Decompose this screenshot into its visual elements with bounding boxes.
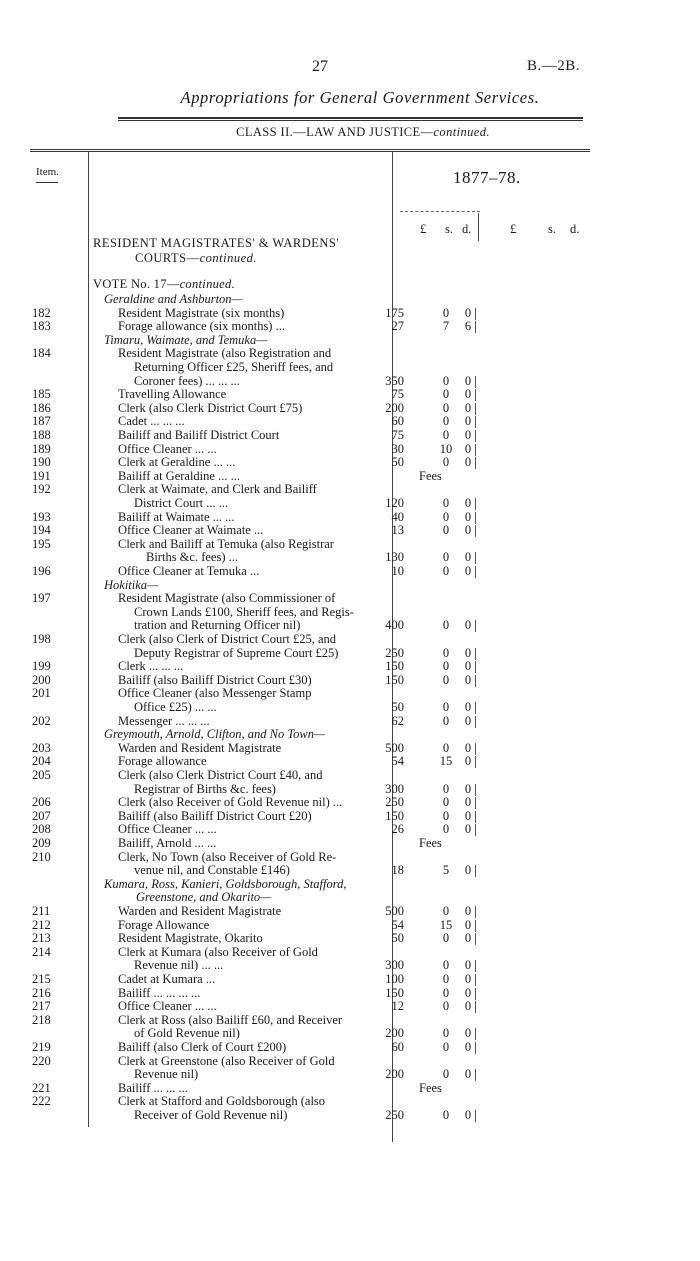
- pounds-value: 100: [385, 972, 404, 986]
- class-heading-text: CLASS II.—LAW AND JUSTICE—: [236, 125, 434, 139]
- location-subheading: Greymouth, Arnold, Clifton, and No Town—: [104, 727, 326, 742]
- item-description: Resident Magistrate (also Commissioner of: [118, 591, 336, 606]
- item-number: 207: [32, 808, 51, 823]
- pounds-header: £: [420, 222, 427, 236]
- pounds-value: 150: [385, 672, 404, 687]
- item-description: Coroner fees) ... ... ...: [134, 373, 240, 388]
- column-tick: [475, 308, 476, 320]
- pence-header: d.: [462, 222, 472, 236]
- pounds-value: 250: [385, 1108, 404, 1122]
- pounds-value: 54: [391, 917, 404, 932]
- shillings-value: 0: [442, 958, 450, 973]
- pence-value: 0: [464, 1108, 472, 1122]
- pence-value: 0: [464, 672, 472, 687]
- column-tick: [475, 1110, 476, 1122]
- item-description: Clerk (also Clerk of District Court £25, and: [118, 632, 337, 646]
- item-description: Travelling Allowance: [118, 387, 227, 402]
- location-subheading: Hokitika—: [104, 577, 159, 592]
- pence-value: 0: [464, 972, 472, 986]
- item-number: 220: [32, 1053, 51, 1068]
- item-number: 194: [32, 523, 51, 538]
- shillings-value: 10: [439, 441, 453, 456]
- pence-value: 0: [464, 1040, 472, 1054]
- pence-value: 0: [464, 441, 472, 456]
- amount-column-divider: [478, 213, 479, 241]
- item-number: 210: [32, 849, 51, 864]
- pounds-value: 500: [385, 740, 404, 755]
- pounds-value: 27: [391, 319, 404, 334]
- pence-value: 0: [464, 931, 472, 946]
- item-header-underline: [36, 182, 58, 183]
- pence-value: 0: [464, 754, 472, 769]
- column-tick: [475, 525, 476, 537]
- shillings-value: 15: [439, 754, 453, 769]
- column-tick: [475, 675, 476, 687]
- item-description: Clerk at Ross (also Bailiff £60, and Receiver: [118, 1012, 343, 1027]
- shillings-value: 0: [442, 428, 450, 442]
- item-number: 199: [32, 659, 51, 674]
- item-column-header: Item.: [36, 166, 59, 178]
- pence-value: 0: [464, 414, 472, 429]
- item-number: 205: [32, 768, 51, 782]
- pounds-value: 26: [391, 822, 404, 837]
- item-description: Office Cleaner at Waimate ...: [118, 523, 264, 538]
- column-tick: [475, 824, 476, 836]
- item-description: Clerk at Greenstone (also Receiver of Gold: [118, 1053, 335, 1068]
- pounds-value: 50: [391, 455, 404, 470]
- item-description: Bailiff (also Bailiff District Court £30): [118, 672, 312, 687]
- item-number: 184: [32, 346, 51, 361]
- section-heading-courts: COURTS—: [135, 251, 200, 265]
- pounds-value: 13: [391, 523, 404, 538]
- pounds-value: 62: [391, 713, 404, 728]
- item-description: Revenue nil): [134, 1067, 199, 1082]
- pence-value: 0: [464, 509, 472, 524]
- pounds-value: 300: [385, 781, 404, 796]
- item-number: 198: [32, 632, 51, 646]
- item-number: 202: [32, 713, 51, 728]
- item-description: Office Cleaner ... ...: [118, 822, 217, 837]
- pence-value: 0: [464, 455, 472, 470]
- pounds-value: 250: [385, 645, 404, 660]
- section-heading-line1: RESIDENT MAGISTRATES' & WARDENS': [93, 236, 340, 250]
- item-description: of Gold Revenue nil): [134, 1026, 240, 1041]
- item-number: 185: [32, 387, 51, 402]
- item-description: Clerk and Bailiff at Temuka (also Registrar: [118, 536, 334, 551]
- shillings-header: s.: [445, 222, 453, 236]
- item-number: 195: [32, 536, 51, 551]
- item-number: 213: [32, 931, 51, 946]
- item-description: Crown Lands £100, Sheriff fees, and Regis-: [134, 604, 354, 619]
- pounds-value: 10: [391, 564, 404, 578]
- shillings-value: 0: [442, 999, 450, 1014]
- item-description: Revenue nil) ... ...: [134, 958, 224, 973]
- item-description: Forage allowance: [118, 754, 207, 769]
- section-heading-suffix: continued.: [199, 251, 257, 265]
- pounds-value: 120: [385, 496, 404, 510]
- item-description: Bailiff at Waimate ... ...: [118, 509, 235, 524]
- shillings-value: 0: [442, 740, 450, 755]
- item-number: 215: [32, 972, 51, 986]
- column-tick: [475, 811, 476, 823]
- item-description: Registrar of Births &c. fees): [134, 781, 276, 796]
- pence-value: 0: [464, 985, 472, 1000]
- item-description: Messenger ... ... ...: [118, 713, 210, 728]
- pence-value: 0: [464, 999, 472, 1014]
- pence-value: 0: [464, 1067, 472, 1082]
- pounds-value: 60: [391, 1040, 404, 1054]
- item-description: Bailiff ... ... ... ...: [118, 985, 201, 1000]
- item-description: Office Cleaner (also Messenger Stamp: [118, 686, 312, 701]
- pence-value: 0: [464, 740, 472, 755]
- pounds-value: 75: [391, 428, 404, 442]
- item-number: 196: [32, 564, 51, 578]
- pence-value: 0: [464, 305, 472, 320]
- location-subheading: Geraldine and Ashburton—: [104, 292, 243, 306]
- pence-value: 0: [464, 618, 472, 633]
- shillings-value: 0: [442, 400, 450, 415]
- pence-value: 0: [464, 373, 472, 388]
- item-description: Bailiff, Arnold ... ...: [118, 836, 217, 850]
- column-tick: [475, 444, 476, 456]
- shillings-value: 15: [439, 917, 453, 932]
- shillings-value: 0: [442, 414, 450, 429]
- document-reference: B.—2B.: [527, 58, 581, 74]
- item-number: 191: [32, 468, 51, 483]
- column-tick: [475, 906, 476, 918]
- shillings-value: 0: [442, 645, 450, 660]
- column-tick: [475, 389, 476, 401]
- pence-value: 0: [464, 645, 472, 660]
- item-description: Resident Magistrate, Okarito: [118, 931, 263, 946]
- item-description: Clerk at Waimate, and Clerk and Bailiff: [118, 482, 317, 497]
- pounds-header-2: £: [510, 222, 517, 236]
- shillings-value: 0: [442, 985, 450, 1000]
- item-number: 214: [32, 944, 51, 959]
- item-description: Receiver of Gold Revenue nil): [134, 1108, 288, 1122]
- fees-value: Fees: [419, 1080, 442, 1095]
- shillings-value: 0: [442, 672, 450, 687]
- pounds-value: 175: [385, 305, 404, 320]
- item-description: Returning Officer £25, Sheriff fees, and: [134, 360, 334, 374]
- pence-value: 0: [464, 700, 472, 714]
- column-tick: [475, 1028, 476, 1040]
- column-tick: [475, 321, 476, 333]
- item-number: 203: [32, 740, 51, 755]
- item-description: Resident Magistrate (also Registration and: [118, 346, 332, 361]
- pounds-value: 400: [385, 618, 404, 633]
- pence-value: 0: [464, 822, 472, 837]
- column-tick: [475, 403, 476, 415]
- item-number: 197: [32, 591, 51, 606]
- shillings-value: 7: [442, 319, 450, 334]
- shillings-value: 0: [442, 822, 450, 837]
- column-tick: [475, 933, 476, 945]
- vote-label: [93, 277, 235, 292]
- table-top-rule-thin: [30, 151, 590, 152]
- column-tick: [475, 784, 476, 796]
- item-description: Warden and Resident Magistrate: [118, 740, 282, 755]
- item-description: Cadet at Kumara ...: [118, 972, 216, 986]
- column-tick: [475, 960, 476, 972]
- shillings-value: 0: [442, 659, 450, 674]
- column-tick: [475, 1069, 476, 1081]
- pence-value: 0: [464, 564, 472, 578]
- pounds-value: 40: [391, 509, 404, 524]
- column-tick: [475, 512, 476, 524]
- column-tick: [475, 974, 476, 986]
- pounds-value: 150: [385, 985, 404, 1000]
- title-rule-thin: [118, 120, 583, 121]
- item-description: Cadet ... ... ...: [118, 414, 185, 429]
- item-number: 201: [32, 686, 51, 701]
- column-tick: [475, 620, 476, 632]
- shillings-value: 0: [442, 373, 450, 388]
- pounds-value: 50: [391, 700, 404, 714]
- shillings-value: 0: [442, 931, 450, 946]
- item-number: 182: [32, 305, 51, 320]
- fees-value: Fees: [419, 836, 442, 850]
- pounds-value: 200: [385, 1067, 404, 1082]
- pounds-value: 250: [385, 795, 404, 810]
- pounds-value: 130: [385, 550, 404, 565]
- pounds-value: 200: [385, 1026, 404, 1041]
- item-description: Office Cleaner ... ...: [118, 999, 217, 1014]
- item-number: 221: [32, 1080, 51, 1095]
- item-description: Clerk at Geraldine ... ...: [118, 455, 236, 470]
- item-description: venue nil, and Constable £146): [134, 863, 290, 878]
- pence-value: 0: [464, 713, 472, 728]
- shillings-value: 0: [442, 618, 450, 633]
- column-tick: [475, 457, 476, 469]
- item-description: Births &c. fees) ...: [146, 550, 238, 565]
- column-tick: [475, 797, 476, 809]
- pence-value: 0: [464, 400, 472, 415]
- section-heading: [93, 236, 339, 266]
- shillings-value: 0: [442, 1040, 450, 1054]
- fees-value: Fees: [419, 468, 442, 483]
- location-subheading: Timaru, Waimate, and Temuka—: [104, 332, 268, 347]
- item-description: Resident Magistrate (six months): [118, 305, 285, 320]
- item-number: 187: [32, 414, 51, 429]
- class-heading: [0, 125, 700, 140]
- pence-header-2: d.: [570, 222, 580, 236]
- pence-value: 0: [464, 496, 472, 510]
- item-number: 189: [32, 441, 51, 456]
- column-tick: [475, 416, 476, 428]
- pence-value: 0: [464, 958, 472, 973]
- shillings-value: 0: [442, 1067, 450, 1082]
- pounds-value: 150: [385, 808, 404, 823]
- item-description: Warden and Resident Magistrate: [118, 904, 282, 918]
- column-tick: [475, 430, 476, 442]
- item-description: Office Cleaner at Temuka ...: [118, 564, 260, 578]
- item-number: 206: [32, 795, 51, 810]
- item-description: District Court ... ...: [134, 496, 229, 510]
- column-tick: [475, 648, 476, 660]
- item-number: 188: [32, 428, 51, 442]
- item-number: 216: [32, 985, 51, 1000]
- pence-value: 0: [464, 428, 472, 442]
- pounds-value: 150: [385, 659, 404, 674]
- item-description: Forage allowance (six months) ...: [118, 319, 285, 334]
- vote-suffix: continued.: [179, 277, 235, 291]
- pence-value: 0: [464, 904, 472, 918]
- pounds-value: 50: [391, 931, 404, 946]
- item-description: Bailiff at Geraldine ... ...: [118, 468, 240, 483]
- shillings-value: 0: [442, 509, 450, 524]
- pence-value: 0: [464, 781, 472, 796]
- pounds-value: 60: [391, 414, 404, 429]
- year-header: 1877–78.: [453, 168, 521, 187]
- item-description: Bailiff ... ... ...: [118, 1080, 188, 1095]
- location-subheading: Greenstone, and Okarito—: [136, 890, 272, 905]
- pence-value: 0: [464, 808, 472, 823]
- shillings-value: 0: [442, 387, 450, 402]
- item-number: 183: [32, 319, 51, 334]
- pence-value: 0: [464, 917, 472, 932]
- item-number: 200: [32, 672, 51, 687]
- pence-value: 6: [464, 319, 472, 334]
- year-dash-rule: [400, 211, 480, 212]
- column-tick: [475, 566, 476, 578]
- shillings-value: 0: [442, 305, 450, 320]
- item-number: 209: [32, 836, 51, 850]
- shillings-value: 0: [442, 496, 450, 510]
- item-description: Clerk (also Receiver of Gold Revenue nil) ...: [118, 795, 343, 810]
- item-number: 193: [32, 509, 51, 524]
- item-description: Clerk at Stafford and Goldsborough (also: [118, 1094, 326, 1109]
- item-number: 217: [32, 999, 51, 1014]
- shillings-value: 0: [442, 1026, 450, 1041]
- pence-value: 0: [464, 523, 472, 538]
- shillings-value: 0: [442, 904, 450, 918]
- shillings-value: 0: [442, 808, 450, 823]
- column-tick: [475, 716, 476, 728]
- item-description: Clerk, No Town (also Receiver of Gold Re-: [118, 849, 337, 864]
- item-number: 192: [32, 482, 51, 497]
- shillings-value: 5: [442, 863, 450, 878]
- pence-value: 0: [464, 550, 472, 565]
- item-description: Clerk at Kumara (also Receiver of Gold: [118, 944, 318, 959]
- pounds-value: 300: [385, 958, 404, 973]
- pence-value: 0: [464, 795, 472, 810]
- title-rule: [118, 117, 583, 119]
- column-tick: [475, 865, 476, 877]
- item-column-divider: [88, 152, 89, 1127]
- item-description: Forage Allowance: [118, 917, 210, 932]
- shillings-value: 0: [442, 1108, 450, 1122]
- item-description: Clerk (also Clerk District Court £75): [118, 400, 303, 415]
- item-description: Bailiff (also Clerk of Court £200): [118, 1040, 287, 1054]
- column-tick: [475, 702, 476, 714]
- location-subheading: Kumara, Ross, Kanieri, Goldsborough, Stafford,: [104, 876, 347, 891]
- column-tick: [475, 498, 476, 510]
- shillings-value: 0: [442, 550, 450, 565]
- shillings-value: 0: [442, 781, 450, 796]
- shillings-value: 0: [442, 523, 450, 538]
- table-top-rule: [30, 149, 590, 150]
- pounds-value: 54: [391, 754, 404, 769]
- page-number: 27: [312, 58, 328, 75]
- pence-value: 0: [464, 387, 472, 402]
- shillings-value: 0: [442, 455, 450, 470]
- pence-value: 0: [464, 1026, 472, 1041]
- item-description: Bailiff and Bailiff District Court: [118, 428, 280, 442]
- item-number: 190: [32, 455, 51, 470]
- item-description: Clerk (also Clerk District Court £40, and: [118, 768, 323, 782]
- item-number: 222: [32, 1094, 51, 1109]
- pounds-value: 18: [391, 863, 404, 878]
- pence-value: 0: [464, 863, 472, 878]
- shillings-header-2: s.: [548, 222, 556, 236]
- item-number: 204: [32, 754, 51, 769]
- item-description: Office £25) ... ...: [134, 700, 217, 714]
- vote-number: VOTE No. 17—: [93, 277, 180, 291]
- column-tick: [475, 988, 476, 1000]
- column-tick: [475, 376, 476, 388]
- shillings-value: 0: [442, 795, 450, 810]
- shillings-value: 0: [442, 713, 450, 728]
- item-number: 218: [32, 1012, 51, 1027]
- item-number: 186: [32, 400, 51, 415]
- item-description: Office Cleaner ... ...: [118, 441, 217, 456]
- page-title: Appropriations for General Government Services.: [180, 88, 540, 107]
- item-number: 212: [32, 917, 51, 932]
- shillings-value: 0: [442, 700, 450, 714]
- column-tick: [475, 1001, 476, 1013]
- item-number: 211: [32, 904, 51, 918]
- column-tick: [475, 661, 476, 673]
- item-number: 208: [32, 822, 51, 837]
- pounds-value: 12: [391, 999, 404, 1014]
- item-description: Deputy Registrar of Supreme Court £25): [134, 645, 339, 660]
- pounds-value: 350: [385, 373, 404, 388]
- item-description: Bailiff (also Bailiff District Court £20): [118, 808, 312, 823]
- shillings-value: 0: [442, 972, 450, 986]
- column-tick: [475, 1042, 476, 1054]
- section-heading-line2: [93, 251, 339, 266]
- pounds-value: 75: [391, 387, 404, 402]
- class-heading-suffix: continued.: [433, 125, 490, 139]
- pounds-value: 500: [385, 904, 404, 918]
- pounds-value: 30: [391, 441, 404, 456]
- column-tick: [475, 920, 476, 932]
- column-tick: [475, 756, 476, 768]
- item-description: tration and Returning Officer nil): [134, 618, 301, 633]
- column-tick: [475, 552, 476, 564]
- column-tick: [475, 743, 476, 755]
- item-description: Clerk ... ... ...: [118, 659, 184, 674]
- pence-value: 0: [464, 659, 472, 674]
- pounds-value: 200: [385, 400, 404, 415]
- shillings-value: 0: [442, 564, 450, 578]
- item-number: 219: [32, 1040, 51, 1054]
